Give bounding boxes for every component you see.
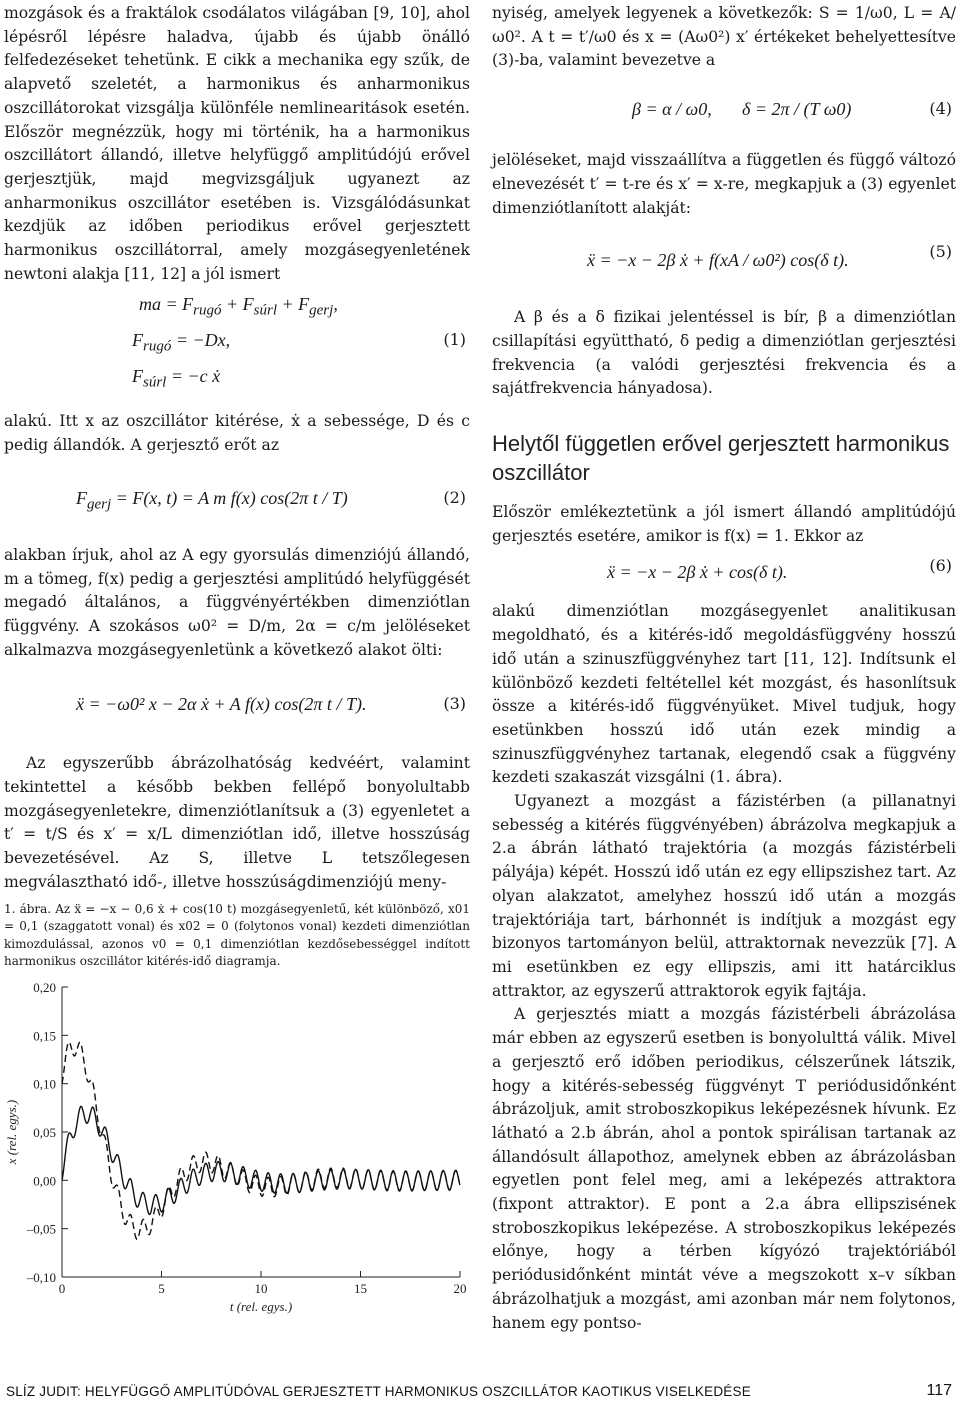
paragraph: jelöléseket, majd visszaállítva a független és függő változó elnevezését t′ = t-re és x′ = x-re, megkapjuk a (3) egyenlet dimenziótlanított alakját: xyxy=(492,151,956,217)
section-heading: Helytől független erővel gerjesztett harmonikus oszcillátor xyxy=(492,431,950,486)
y-tick-label: –0,10 xyxy=(26,1269,56,1285)
y-tick-label: 0,00 xyxy=(33,1172,56,1188)
equation-number: (3) xyxy=(443,694,466,714)
page-number: 117 xyxy=(926,1382,952,1399)
equation-number: (2) xyxy=(443,487,466,507)
paragraph: mozgások és a fraktálok csodálatos világában [9, 10], ahol lépésről lépésre haladva, újabb és újabb önálló felfedezéseket tehetünk. E cikk a mechanika egy szűk, de alapvető szeletét, a harmonikus és anharmonikus oszcillátorokat vizsgálja különféle nemlinearitások esetén. Először megnézzük, hogy mi történik, ha a harmonikus oszcillátort állandó, illetve helyfüggő amplitúdójú erővel gerjesztjük, majd megvizsgáljuk ugyanezt az anharmonikus oszcillátor esetében is. Vizsgálódásunkat kezdjük az időben periodikus erővel gerjesztett harmonikus oszcillátorral, amely mozgásegyenletének newtoni alakja [11, 12] a jól ismert xyxy=(4,4,470,283)
equation-1 xyxy=(4,286,470,404)
paragraph: Az egyszerűbb ábrázolhatóság kedvéért, valamint tekintettel a később bekben fellépő bonyolultabb mozgásegyenletekre, dimenziótlanítsuk a (3) egyenletet a t′ = t/S és x′ = x/L dimenziótlan idő, illetve hosszúság bevezetésével. Az S, illetve L tetszőlegesen megválasztható idő-, illetve hosszúságdimenziójú meny- xyxy=(4,754,470,891)
y-tick-label: 0,10 xyxy=(33,1076,56,1092)
paragraph: alakban írjuk, ahol az A egy gyorsulás dimenziójú állandó, m a tömeg, f(x) pedig a gerjesztési amplitúdó helyfüggését megadó általános, a függvényértékben dimenziótlan függvény. A szokásos ω0² = D/m, 2α = c/m jelöléseket alkalmazva mozgásegyenletünk a következő alakot ölti: xyxy=(4,545,470,659)
equation-2 xyxy=(4,458,470,544)
paragraph: alakú. Itt x az oszcillátor kitérése, ẋ a sebessége, D és c pedig állandók. A gerjesztő erőt az xyxy=(4,412,470,455)
right-column xyxy=(492,2,956,1335)
paragraph: alakú dimenziótlan mozgásegyenlet analitikusan megoldható, és a kitérés-idő megoldásfüggvény hosszú idő után a szinuszfüggvényhez tart [11, 12]. Indítsunk el különböző kezdeti feltétellel két mozgást, és hasonlítsuk össze a kitérés-idő függvényüket. Mivel tudjuk, hogy esetünkben hosszú idő után ezek mindig a szinuszfüggvényhez tartanak, elegendő csak a függvény kezdeti szakaszát vizsgálni (1. ábra). xyxy=(492,602,956,787)
equation-6-body: ẍ = −x − 2β ẋ + cos(δ t). xyxy=(607,562,788,583)
figure-1-chart xyxy=(4,977,470,1317)
series-solid-line xyxy=(62,1106,460,1214)
equation-1-line-3: $F_{súrl} = -c$ ẋ xyxy=(132,366,221,392)
x-tick-label: 20 xyxy=(453,1280,467,1296)
paragraph: A gerjesztés miatt a mozgás fázistérbeli ábrázolása már ebben az egyszerű esetben is bonyolulttá válik. Mivel a gerjesztő erő időben periodikus, célszerűnek látszik, hogy a kitérés-sebesség függvényt T periódusidőnként ábrázoljuk, amit stroboszkopikus leképezésnek hívunk. Ez látható a 2.b ábrán, ahol a pontok spirálisan tartanak az állandósult állapothoz, amelynek ebben az ábrázolásban egyetlen pont felel meg, ami a leképezés attraktora (fixpont attraktor). E pont a 2.a ábra ellipszisének stroboszkopikus leképezése. A stroboszkopikus leképezés előnye, hogy a térben kígyózó trajektóriából periódusidőnként mintát véve a megszokott x–v síkban ábrázolhatjuk a mozgást, ami azonban már nem folytonos, hanem egy pontso- xyxy=(492,1005,956,1332)
equation-1-line-1: ma = $F_{rugó} + F_{súrl} + F_{gerj}$, xyxy=(139,294,338,320)
equation-3-body: ẍ = −ω0² x − 2α ẋ + A f(x) cos(2π t / T). xyxy=(76,694,367,715)
paragraph: Először emlékeztetünk a jól ismert állandó amplitúdójú gerjesztés esetére, amikor is f(x) = 1. Ekkor az xyxy=(492,503,956,545)
running-head: SLÍZ JUDIT: HELYFÜGGŐ AMPLITÚDÓVAL GERJESZTETT HARMONIKUS OSZCILLÁTOR KAOTIKUS VISELKEDÉSE xyxy=(6,1384,751,1399)
x-axis-label: t (rel. egys.) xyxy=(229,1298,293,1314)
equation-3 xyxy=(4,662,470,752)
y-tick-label: 0,05 xyxy=(33,1124,56,1140)
equation-5 xyxy=(492,220,956,306)
equation-4-beta: β = α / ω0, xyxy=(632,99,712,120)
x-tick-label: 0 xyxy=(58,1280,66,1296)
page-footer xyxy=(0,1384,960,1402)
series-dashed-line xyxy=(62,1042,460,1239)
y-axis-label: x (rel. egys.) xyxy=(4,1099,19,1164)
paragraph: A β és a δ fizikai jelentéssel is bír, β a dimenziótlan csillapítási együttható, δ pedig a dimenziótlan gerjesztési frekvencia (a valódi gerjesztési frekvencia és a sajátfrekvencia hányadosa). xyxy=(492,308,956,398)
figure-caption: 1. ábra. Az ẍ = −x − 0,6 ẋ + cos(10 t) mozgásegyenletű, két különböző, x01 = 0,1 (szaggatott vonal) és x02 = 0 (folytonos vonal) kezdeti dimenziótlan kimozdulással, azonos v0 = 0,1 dimenziótlan kezdősebességgel indított harmonikus oszcillátor kitérés-idő diagramja. xyxy=(4,901,470,969)
paragraph: Ugyanezt a mozgást a fázistérben (a pillanatnyi sebesség a kitérés függvényében) ábrázolva megkapjuk a 2.a ábrán látható trajektória (a mozgás fázistérbeli pályája) képét. Hosszú idő után ez egy ellipszishez tart. Az olyan alakzatot, amelyhez hosszú idő után a mozgás trajektóriája tart, bárhonnét is indítjuk a mozgást egy bizonyos tartományon belül, attraktornak nevezzük [7]. A mi esetünkben ez egy ellipszis, ami itt határciklus attraktor, az egyszerű attraktorok egyik fajtája. xyxy=(492,792,956,1000)
equation-number: (1) xyxy=(443,330,466,350)
x-tick-label: 10 xyxy=(254,1280,268,1296)
equation-number: (4) xyxy=(929,99,952,119)
equation-4 xyxy=(492,73,956,149)
paragraph: nyiség, amelyek legyenek a következők: S = 1/ω0, L = A/ω0². A t = t′/ω0 és x = (Aω0²) x′ értékeket behelyettesítve (3)-ba, valamint bevezetve a xyxy=(492,4,956,70)
equation-1-line-2: $F_{rugó} = -Dx$, xyxy=(132,330,231,356)
y-tick-label: –0,05 xyxy=(26,1221,56,1237)
equation-6 xyxy=(492,548,956,600)
left-column xyxy=(4,2,470,1317)
equation-number: (6) xyxy=(929,556,952,576)
equation-4-delta: δ = 2π / (T ω0) xyxy=(742,99,852,120)
y-tick-label: 0,15 xyxy=(33,1027,56,1043)
x-tick-label: 15 xyxy=(354,1280,367,1296)
y-tick-label: 0,20 xyxy=(33,979,56,995)
equation-2-body: $F_{gerj} = F(x$, t) = A m f(x) cos(2π t / T) xyxy=(76,487,348,513)
x-tick-label: 5 xyxy=(158,1280,165,1296)
equation-5-body: ẍ = −x − 2β ẋ + f(xA / ω0²) cos(δ t). xyxy=(587,250,849,271)
equation-number: (5) xyxy=(929,242,952,262)
